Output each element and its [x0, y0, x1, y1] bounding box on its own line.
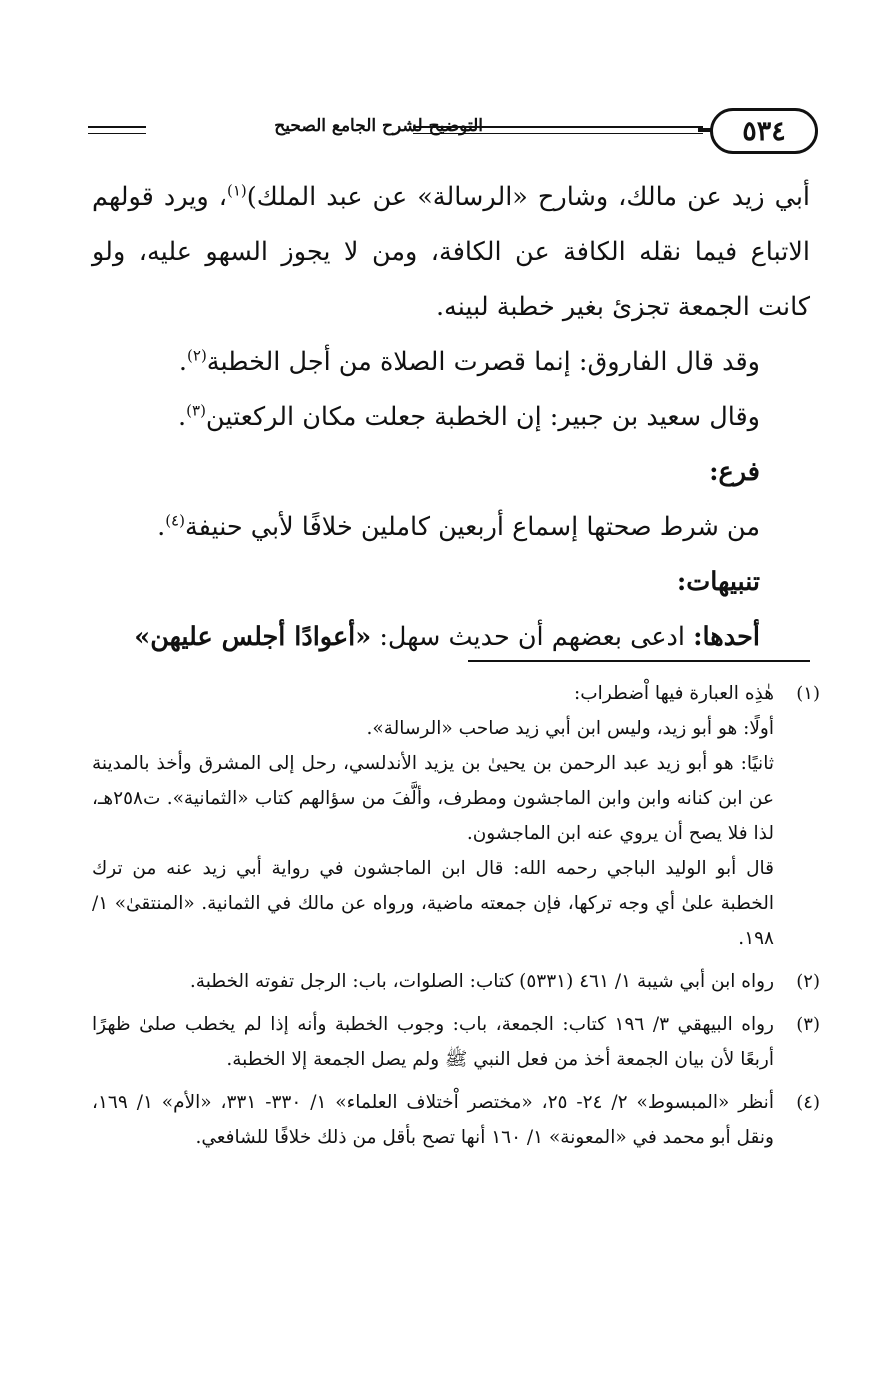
- page-header: [88, 108, 818, 156]
- footnote-ref-1: (١): [226, 181, 247, 200]
- footnote-number: (٣): [796, 1014, 820, 1035]
- footnote-body: [92, 676, 774, 956]
- paragraph-3: وقال سعيد بن جبير: إن الخطبة جعلت مكان الركعتين$^{(٣)}$.: [178, 401, 760, 432]
- footnote-body: [92, 1085, 774, 1155]
- heading-far: فرع:: [709, 457, 760, 487]
- footnote-number: (٤): [796, 1092, 820, 1113]
- footnote-2: [92, 964, 820, 999]
- footnote-line: رواه ابن أبي شيبة ١/ ٤٦١ (٥٣٣١) كتاب: الصلوات، باب: الرجل تفوته الخطبة.: [189, 971, 774, 992]
- paragraph-2-text: وقد قال الفاروق: إنما قصرت الصلاة من أجل الخطبة: [206, 347, 760, 377]
- footnote-3: [92, 1007, 820, 1077]
- footnote-number: (١): [796, 683, 820, 704]
- footnote-ref-2: (٢): [187, 346, 207, 365]
- paragraph-4-text: من شرط صحتها إسماع أربعين كاملين خلافًا لأبي حنيفة: [184, 512, 760, 542]
- paragraph-1: [92, 170, 810, 335]
- paragraph-3-text: وقال سعيد بن جبير: إن الخطبة جعلت مكان الركعتين: [205, 402, 760, 432]
- footnote-line: قال أبو الوليد الباجي رحمه الله: قال ابن الماجشون في رواية أبي زيد عنه من ترك الخطبة علىٰ أي وجه تركها، فإن جمعته ماضية، ورواه عن مالك في الثمانية. «المنتقىٰ» ١/ ١٩٨.: [92, 858, 774, 949]
- footnote-line: هٰذِه العبارة فيها اْضطراب:: [574, 683, 774, 704]
- footnote-body: [92, 964, 774, 999]
- footnote-ref-3: (٣): [186, 401, 206, 420]
- main-text: [92, 170, 810, 665]
- footnote-separator: [468, 660, 810, 662]
- page-number: ٥٣٤: [710, 108, 818, 154]
- paragraph-1-continuation: ، ويرد قولهم الاتباع فيما نقله الكافة عن الكافة، ومن لا يجوز السهو عليه، ولو كانت الجمعة تجزئ بغير خطبة لبينه.: [92, 182, 810, 322]
- header-rule-left-bottom: [88, 133, 146, 134]
- footnote-line: أنظر «المبسوط» ٢/ ٢٤- ٢٥، «مختصر اْختلاف العلماء» ١/ ٣٣٠- ٣٣١، «الأم» ١/ ١٦٩، ونقل أبو محمد في «المعونة» ١/ ١٦٠ أنها تصح بأقل من ذلك خلافًا للشافعي.: [92, 1092, 774, 1148]
- paragraph-1-text: أبي زيد عن مالك، وشارح «الرسالة» عن عبد الملك): [246, 182, 811, 212]
- paragraph-5-text: ادعى بعضهم أن حديث سهل:: [379, 622, 686, 652]
- footnote-line: رواه البيهقي ٣/ ١٩٦ كتاب: الجمعة، باب: وجوب الخطبة وأنه إذا لم يخطب صلىٰ ظهرًا أربعًا لأن بيان الجمعة أخذ من فعل النبي ﷺ ولم يصل الجمعة إلا الخطبة.: [92, 1014, 774, 1070]
- footnote-number: (٢): [796, 971, 820, 992]
- footnote-1: [92, 676, 820, 956]
- footnotes: [92, 676, 820, 1163]
- footnote-4: [92, 1085, 820, 1155]
- paragraph-2: وقد قال الفاروق: إنما قصرت الصلاة من أجل الخطبة$^{(٢)}$.: [178, 346, 760, 377]
- paragraph-4: من شرط صحتها إسماع أربعين كاملين خلافًا لأبي حنيفة$^{(٤)}$.: [157, 511, 760, 542]
- footnote-ref-4: (٤): [165, 511, 185, 530]
- paragraph-5: [92, 610, 810, 665]
- header-rule-left-top: [88, 126, 146, 128]
- paragraph-5-lead: أحدها:: [693, 622, 760, 652]
- paragraph-5-quote: «أعوادًا أجلس عليهن»: [134, 622, 372, 652]
- heading-notes: تنبيهات:: [676, 567, 760, 597]
- running-title: التوضيح لشرح الجامع الصحيح: [274, 116, 483, 136]
- footnote-body: [92, 1007, 774, 1077]
- footnote-line: ثانيًا: هو أبو زيد عبد الرحمن بن يحيىٰ بن يزيد الأندلسي، رحل إلى المشرق وأخذ بالمدينة عن ابن كنانه وابن وابن الماجشون ومطرف، وألَّفَ من سؤالهم كتاب «الثمانية». ت٢٥٨هـ، لذا فلا يصح أن يروي عنه ابن الماجشون.: [92, 753, 774, 844]
- footnote-line: أولًا: هو أبو زيد، وليس ابن أبي زيد صاحب «الرسالة».: [366, 718, 774, 739]
